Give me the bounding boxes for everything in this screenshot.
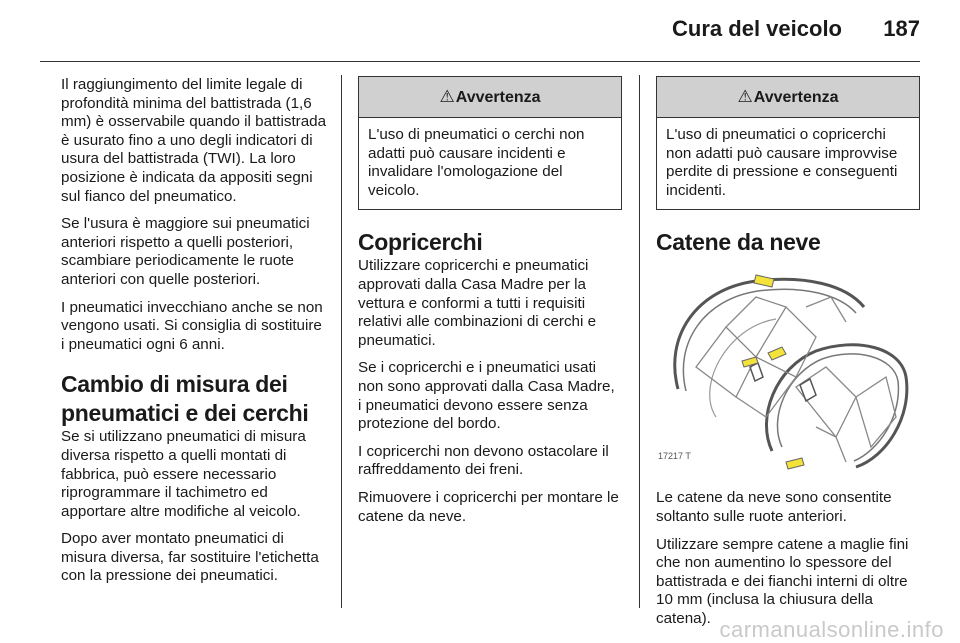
heading-wheel-covers: Copricerchi xyxy=(358,229,483,256)
warning-title: Avvertenza xyxy=(753,89,839,106)
page-number: 187 xyxy=(883,16,920,41)
column-3 xyxy=(656,76,920,638)
paragraph-tire-rotation: Se l'usura è maggiore sui pneumatici anteriori rispetto a quelli posteriori, scambiare periodicamente le ruote anteriori con quelle posteriori. xyxy=(61,215,310,288)
snow-chain-drawing xyxy=(656,267,918,473)
warning-body xyxy=(359,118,621,209)
paragraph-covers-approved: Utilizzare copricerchi e pneumatici approvati dalla Casa Madre per la vettura e conformi a tutti i requisiti relativi alle combinazioni di cerchi e pneumatici. xyxy=(358,257,597,349)
paragraph-pressure-label: Dopo aver montato pneumatici di misura diversa, far sostituire l'etichetta con la pressione dei pneumatici. xyxy=(61,530,319,585)
paragraph-chains-front-only: Le catene da neve sono consentite soltanto sulle ruote anteriori. xyxy=(656,489,892,525)
watermark: carmanualsonline.info xyxy=(719,617,944,642)
paragraph-covers-remove: Rimuovere i copricerchi per montare le catene da neve. xyxy=(358,488,619,525)
warning-text: L'uso di pneumatici o cerchi non adatti può causare incidenti e invalidare l'omologazione del veicolo. xyxy=(368,126,585,199)
heading-size-change: Cambio di misura dei pneumatici e dei cerchi xyxy=(61,371,309,427)
warning-text: L'uso di pneumatici o copricerchi non adatti può causare improvvise perdite di pressione e conseguenti incidenti. xyxy=(666,126,898,199)
heading-snow-chains: Catene da neve xyxy=(656,229,821,256)
column-divider-2 xyxy=(639,75,640,608)
figure-code: 17217 T xyxy=(658,451,691,462)
column-1 xyxy=(61,76,329,595)
snow-chain-illustration xyxy=(656,267,918,473)
paragraph-covers-not-approved: Se i copricerchi e i pneumatici usati non sono approvati dalla Casa Madre, i pneumatici devono essere senza protezione del bordo. xyxy=(358,359,615,433)
column-2 xyxy=(358,76,622,535)
section-title: Cura del veicolo xyxy=(672,16,842,41)
warning-header xyxy=(359,77,621,118)
warning-icon: ⚠ xyxy=(737,87,753,106)
page-header xyxy=(0,0,960,62)
warning-body xyxy=(657,118,919,209)
warning-title: Avvertenza xyxy=(455,89,541,106)
paragraph-chains-thickness: Utilizzare sempre catene a maglie fini che non aumentino lo spessore del battistrada e dei fianchi interni di oltre 10 mm (inclusa la chiusura della catena). xyxy=(656,535,909,627)
warning-box xyxy=(358,76,622,210)
warning-box xyxy=(656,76,920,210)
paragraph-tread-limit: Il raggiungimento del limite legale di profondità minima del battistrada (1,6 mm) è osservabile quando il battistrada è usurato fino a uno degli indicatori di usura del battistrada (TWI). La loro posizione è indicata da appositi segni sul fianco del pneumatico. xyxy=(61,76,327,205)
warning-header xyxy=(657,77,919,118)
paragraph-tire-aging: I pneumatici invecchiano anche se non vengono usati. Si consiglia di sostituire i pneumatici ogni 6 anni. xyxy=(61,298,323,353)
paragraph-size-change: Se si utilizzano pneumatici di misura diversa rispetto a quelli montati di fabbrica, può essere necessario riprogrammare il tachimetro ed apportare altre modifiche al veicolo. xyxy=(61,428,306,520)
header-divider xyxy=(40,61,920,62)
warning-icon: ⚠ xyxy=(439,87,455,106)
column-divider-1 xyxy=(341,75,342,608)
paragraph-covers-brakes: I copricerchi non devono ostacolare il raffreddamento dei freni. xyxy=(358,442,609,479)
